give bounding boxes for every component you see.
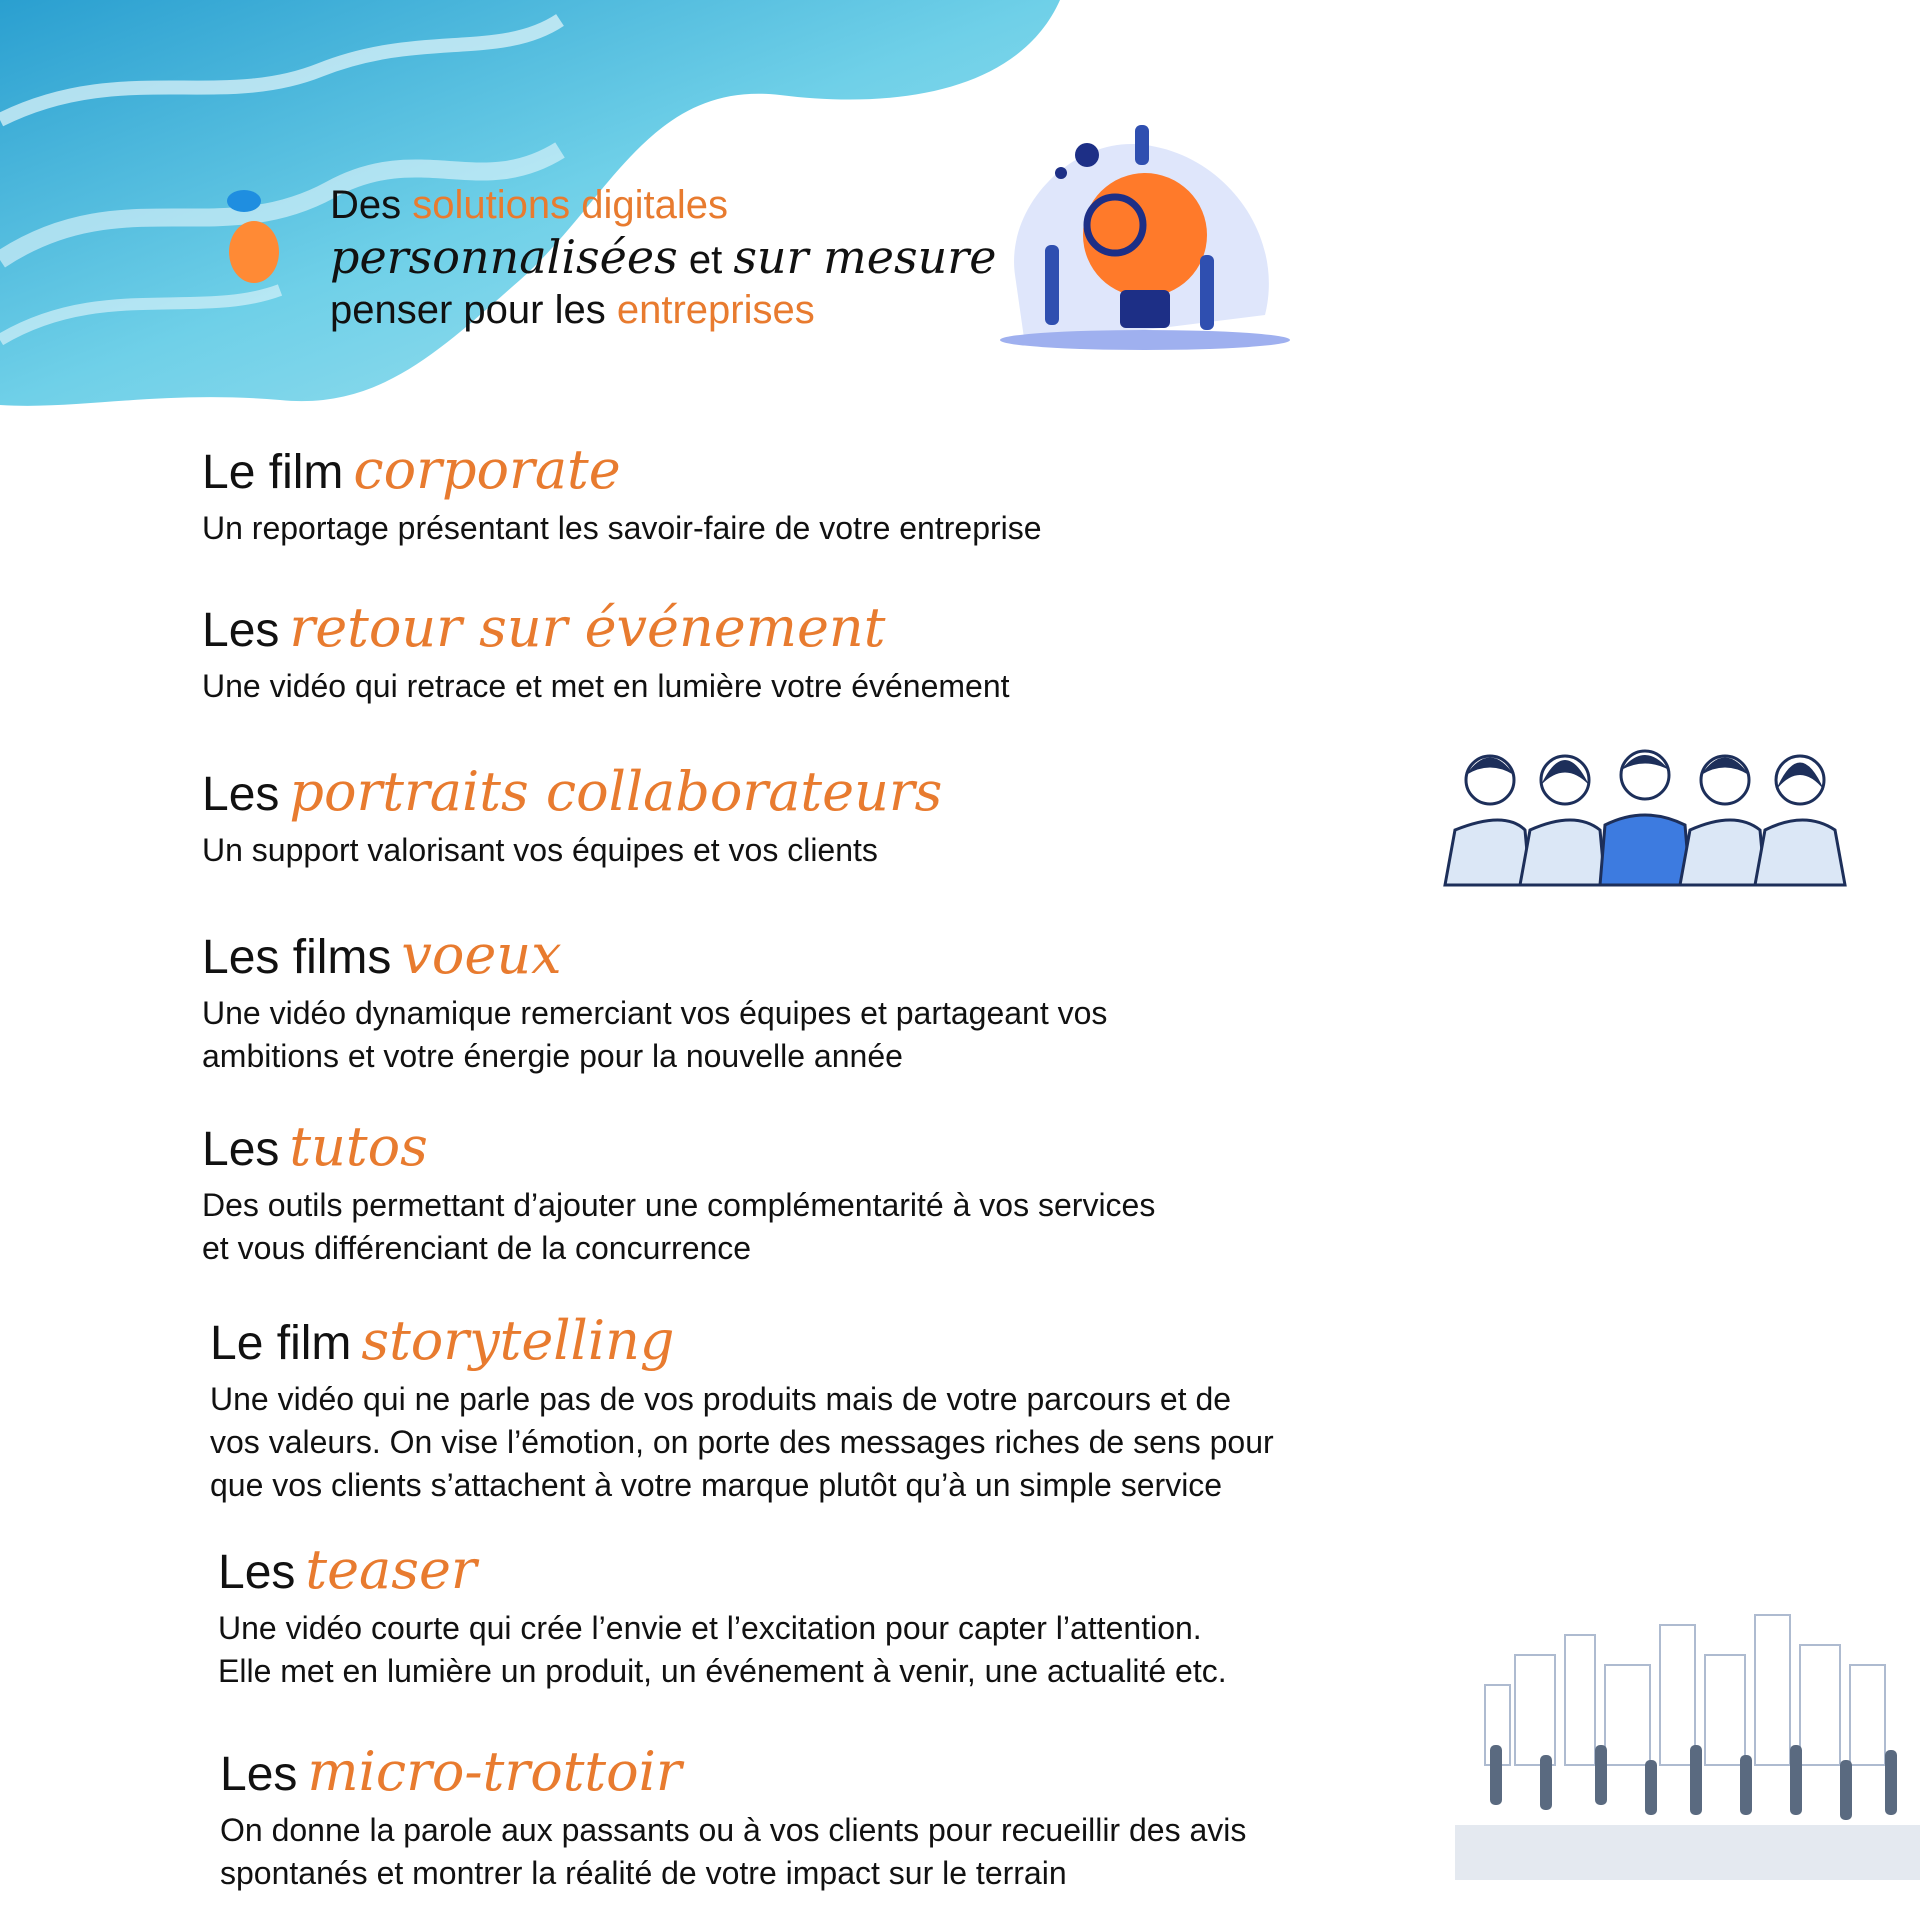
city-crowd-illustration [1455, 1595, 1920, 1880]
section-wishes [202, 925, 1107, 1078]
heading-prefix: Les films [202, 931, 392, 984]
section-description: Une vidéo dynamique remerciant vos équipes et partageant vos [202, 995, 1108, 1031]
section-heading [210, 1311, 1274, 1374]
section-description: Un reportage présentant les savoir-faire de votre entreprise [202, 510, 1042, 546]
heading-prefix: Les [202, 1123, 280, 1176]
section-description: Une vidéo qui retrace et met en lumière votre événement [202, 668, 1010, 704]
heading-prefix: Les [202, 604, 280, 657]
heading-highlight: voeux [401, 923, 562, 986]
section-event-recap [202, 598, 1010, 708]
heading-highlight: micro-trottoir [307, 1740, 682, 1803]
section-description: vos valeurs. On vise l’émotion, on porte des messages riches de sens pour [210, 1424, 1274, 1460]
section-description: spontanés et montrer la réalité de votre impact sur le terrain [220, 1855, 1067, 1891]
section-description: et vous différenciant de la concurrence [202, 1230, 752, 1266]
heading-prefix: Le film [202, 446, 344, 499]
heading-highlight: portraits collaborateurs [289, 760, 943, 823]
section-description: On donne la parole aux passants ou à vos clients pour recueillir des avis [220, 1812, 1247, 1848]
section-description: ambitions et votre énergie pour la nouvelle année [202, 1038, 903, 1074]
heading-highlight: corporate [353, 438, 621, 501]
section-storytelling [210, 1311, 1274, 1507]
section-description: que vos clients s’attachent à votre marque plutôt qu’à un simple service [210, 1467, 1223, 1503]
header-highlight: entreprises [616, 288, 815, 332]
section-teaser [218, 1540, 1227, 1693]
header-title [330, 180, 996, 335]
section-corporate [202, 440, 1042, 550]
section-heading [202, 598, 1010, 661]
header-highlight: solutions digitales [412, 183, 729, 227]
section-description: Une vidéo courte qui crée l’envie et l’excitation pour capter l’attention. [218, 1610, 1202, 1646]
header-script: personnalisées [330, 230, 678, 284]
section-street-interview [220, 1742, 1246, 1895]
business-team-illustration [1435, 735, 1865, 890]
section-description: Des outils permettant d’ajouter une complémentarité à vos services [202, 1187, 1156, 1223]
section-heading [218, 1540, 1227, 1603]
heading-prefix: Le film [210, 1317, 352, 1370]
section-heading [202, 925, 1107, 988]
section-description: Une vidéo qui ne parle pas de vos produits mais de votre parcours et de [210, 1381, 1232, 1417]
section-heading [202, 440, 1042, 503]
heading-prefix: Les [202, 768, 280, 821]
section-heading [220, 1742, 1246, 1805]
header-script: sur mesure [733, 230, 997, 284]
section-description: Un support valorisant vos équipes et vos clients [202, 832, 878, 868]
section-description: Elle met en lumière un produit, un événement à venir, une actualité etc. [218, 1653, 1227, 1689]
heading-highlight: retour sur événement [289, 596, 886, 659]
section-heading [202, 762, 942, 825]
heading-highlight: teaser [305, 1538, 477, 1601]
header-text: Des [330, 183, 402, 227]
heading-highlight: storytelling [361, 1309, 675, 1372]
section-tutorials [202, 1117, 1155, 1270]
header-text: penser pour les [330, 288, 606, 332]
heading-prefix: Les [220, 1748, 298, 1801]
lightbulb-team-illustration [995, 115, 1295, 355]
heading-highlight: tutos [289, 1115, 428, 1178]
section-portraits [202, 762, 942, 872]
logo-drops-icon [222, 186, 284, 286]
section-heading [202, 1117, 1155, 1180]
header-text: et [688, 238, 723, 282]
heading-prefix: Les [218, 1546, 296, 1599]
